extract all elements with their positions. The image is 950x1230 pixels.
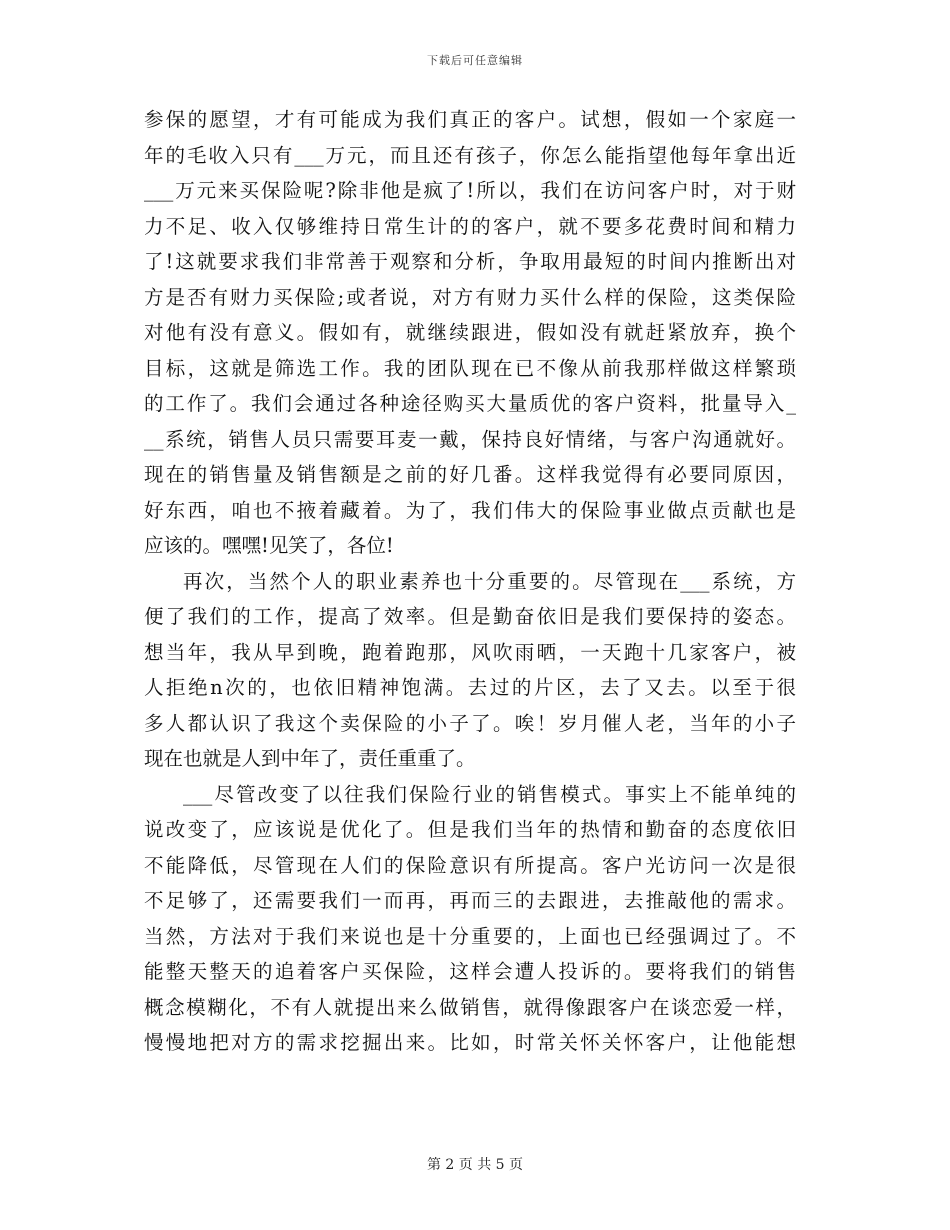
text-line: 应该的。嘿嘿!见笑了，各位! [144,534,394,557]
text-line: 力不足、收入仅够维持日常生计的的客户，就不要多花费时间和精力 [144,214,796,238]
text-line: 方是否有财力买保险;或者说，对方有财力买什么样的保险，这类保险 [144,285,796,309]
text-line: 年的毛收入只有___万元，而且还有孩子，你怎么能指望他每年拿出近 [144,143,796,167]
paragraph-2 [144,564,796,777]
paragraph-3 [144,777,796,1061]
paragraph-1 [144,102,796,564]
text-line: 的工作了。我们会通过各种途径购买大量质优的客户资料，批量导入_ [144,392,796,415]
text-line: 目标，这就是筛选工作。我的团队现在已不像从前我那样做这样繁琐 [144,356,796,380]
text-line: 了!这就要求我们非常善于观察和分析，争取用最短的时间内推断出对 [144,250,796,273]
text-line: 多人都认识了我这个卖保险的小子了。唉！岁月催人老，当年的小子 [144,711,796,735]
text-line: 慢慢地把对方的需求挖掘出来。比如，时常关怀关怀客户，让他能想 [144,1031,796,1054]
text-line: ___尽管改变了以往我们保险行业的销售模式。事实上不能单纯的 [183,782,796,806]
text-line: 再次，当然个人的职业素养也十分重要的。尽管现在___系统，方 [183,569,796,593]
text-line: 不足够了，还需要我们一而再，再而三的去跟进，去推敲他的需求。 [144,889,796,912]
page-header: 下载后可任意编辑 [427,54,523,67]
text-line: 参保的愿望，才有可能成为我们真正的客户。试想，假如一个家庭一 [144,108,796,131]
text-line: 对他有没有意义。假如有，就继续跟进，假如没有就赶紧放弃，换个 [144,321,796,344]
text-line: 能整天整天的追着客户买保险，这样会遭人投诉的。要将我们的销售 [144,960,796,983]
text-line: 说改变了，应该说是优化了。但是我们当年的热情和勤奋的态度依旧 [144,818,796,841]
page-number: 第 2 页 共 5 页 [426,1157,524,1173]
text-line: 不能降低，尽管现在人们的保险意识有所提高。客户光访问一次是很 [144,853,796,877]
text-line: 当然，方法对于我们来说也是十分重要的，上面也已经强调过了。不 [144,924,796,948]
text-line: 便了我们的工作，提高了效率。但是勤奋依旧是我们要保持的姿态。 [144,605,796,628]
text-line: 人拒绝n次的，也依旧精神饱满。去过的片区，去了又去。以至于很 [144,676,796,699]
text-line: 想当年，我从早到晚，跑着跑那，风吹雨晒，一天跑十几家客户，被 [144,640,796,664]
text-line: 现在也就是人到中年了，责任重重了。 [144,747,476,770]
text-line: 概念模糊化，不有人就提出来么做销售，就得像跟客户在谈恋爱一样， [144,995,796,1019]
text-line: 现在的销售量及销售额是之前的好几番。这样我觉得有必要同原因， [144,463,796,486]
text-line: __系统，销售人员只需要耳麦一戴，保持良好情绪，与客户沟通就好。 [144,427,796,451]
text-line: ___万元来买保险呢?除非他是疯了!所以，我们在访问客户时，对于财 [144,179,796,202]
text-line: 好东西，咱也不掖着藏着。为了，我们伟大的保险事业做点贡献也是 [144,498,796,522]
document-body [144,102,796,1061]
